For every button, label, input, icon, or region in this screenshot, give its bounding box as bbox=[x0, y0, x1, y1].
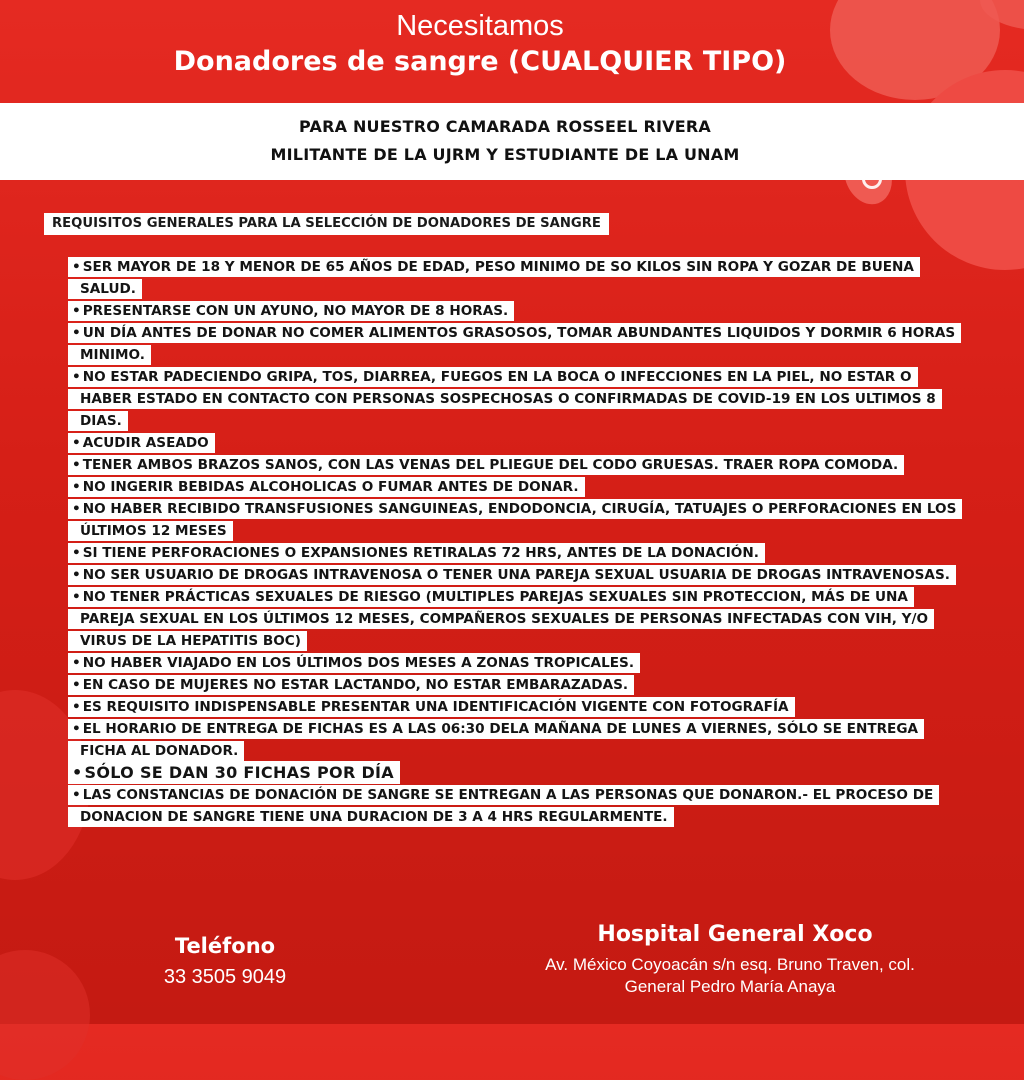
phone-label: Teléfono bbox=[174, 934, 276, 958]
list-item bbox=[62, 454, 962, 476]
list-item-highlight bbox=[62, 762, 962, 784]
list-item bbox=[62, 674, 962, 696]
list-item-text: • EN CASO DE MUJERES NO ESTAR LACTANDO, NO ESTAR EMBARAZADAS. bbox=[68, 675, 634, 695]
list-item bbox=[62, 498, 962, 542]
requirements-title: REQUISITOS GENERALES PARA LA SELECCIÓN DE DONADORES DE SANGRE bbox=[44, 213, 609, 235]
hospital-address bbox=[490, 954, 970, 998]
list-item bbox=[62, 256, 962, 300]
list-item bbox=[62, 564, 962, 586]
list-item bbox=[62, 300, 962, 322]
list-item bbox=[62, 652, 962, 674]
list-item-text: • ES REQUISITO INDISPENSABLE PRESENTAR UNA IDENTIFICACIÓN VIGENTE CON FOTOGRAFÍA bbox=[68, 697, 795, 717]
list-item-text: • NO INGERIR BEBIDAS ALCOHOLICAS O FUMAR ANTES DE DONAR. bbox=[68, 477, 585, 497]
list-item-text: • NO ESTAR PADECIENDO GRIPA, TOS, DIARREA, FUEGOS EN LA BOCA O INFECCIONES EN LA PIEL, NO ESTAR O HABER ESTADO EN CONTACTO CON PERSONAS SOSPECHOSAS O CONFIRMADAS DE COVID-19 EN LOS ULTIMOS 8 DIAS. bbox=[68, 367, 942, 431]
hospital-address-line-1: Av. México Coyoacán s/n esq. Bruno Traven, col. bbox=[545, 955, 915, 974]
list-item bbox=[62, 366, 962, 432]
hospital-address-line-2: General Pedro María Anaya bbox=[624, 977, 836, 996]
dedication-line-2: MILITANTE DE LA UJRM Y ESTUDIANTE DE LA UNAM bbox=[270, 145, 740, 164]
list-item bbox=[62, 542, 962, 564]
list-item-text: • NO HABER VIAJADO EN LOS ÚLTIMOS DOS MESES A ZONAS TROPICALES. bbox=[68, 653, 640, 673]
list-item-text: • UN DÍA ANTES DE DONAR NO COMER ALIMENTOS GRASOSOS, TOMAR ABUNDANTES LIQUIDOS Y DORMIR 6 HORAS MINIMO. bbox=[68, 323, 961, 365]
header-tagline: Necesitamos bbox=[396, 10, 564, 42]
hospital-name: Hospital General Xoco bbox=[597, 922, 873, 947]
list-item-text: • NO SER USUARIO DE DROGAS INTRAVENOSA O TENER UNA PAREJA SEXUAL USUARIA DE DROGAS INTRAVENOSAS. bbox=[68, 565, 956, 585]
list-item-text: • PRESENTARSE CON UN AYUNO, NO MAYOR DE 8 HORAS. bbox=[68, 301, 514, 321]
page-title: Donadores de sangre (CUALQUIER TIPO) bbox=[173, 46, 787, 77]
dedication-banner bbox=[0, 103, 1024, 180]
list-item-text: • SER MAYOR DE 18 Y MENOR DE 65 AÑOS DE EDAD, PESO MINIMO DE SO KILOS SIN ROPA Y GOZAR DE BUENA SALUD. bbox=[68, 257, 920, 299]
list-item-text: • TENER AMBOS BRAZOS SANOS, CON LAS VENAS DEL PLIEGUE DEL CODO GRUESAS. TRAER ROPA COMODA. bbox=[68, 455, 904, 475]
list-item-text: • NO TENER PRÁCTICAS SEXUALES DE RIESGO (MULTIPLES PAREJAS SEXUALES SIN PROTECCION, MÁS DE UNA PAREJA SEXUAL EN LOS ÚLTIMOS 12 MESES, COMPAÑEROS SEXUALES DE PERSONAS INFECTADAS CON VIH, Y/O VIRUS DE LA HEPATITIS BOC) bbox=[68, 587, 934, 651]
list-item-text: • EL HORARIO DE ENTREGA DE FICHAS ES A LAS 06:30 DELA MAÑANA DE LUNES A VIERNES, SÓLO SE ENTREGA FICHA AL DONADOR. bbox=[68, 719, 924, 761]
list-item bbox=[62, 322, 962, 366]
list-item bbox=[62, 696, 962, 718]
list-item-text: • SÓLO SE DAN 30 FICHAS POR DÍA bbox=[68, 761, 400, 784]
list-item bbox=[62, 784, 962, 828]
decor-cell bbox=[0, 950, 90, 1080]
list-item bbox=[62, 718, 962, 762]
list-item-text: • ACUDIR ASEADO bbox=[68, 433, 215, 453]
list-item-text: • LAS CONSTANCIAS DE DONACIÓN DE SANGRE SE ENTREGAN A LAS PERSONAS QUE DONARON.- EL PROCESO DE DONACION DE SANGRE TIENE UNA DURACION DE 3 A 4 HRS REGULARMENTE. bbox=[68, 785, 939, 827]
list-item bbox=[62, 432, 962, 454]
list-item-text: • NO HABER RECIBIDO TRANSFUSIONES SANGUINEAS, ENDODONCIA, CIRUGÍA, TATUAJES O PERFORACIONES EN LOS ÚLTIMOS 12 MESES bbox=[68, 499, 962, 541]
list-item bbox=[62, 476, 962, 498]
list-item-text: • SI TIENE PERFORACIONES O EXPANSIONES RETIRALAS 72 HRS, ANTES DE LA DONACIÓN. bbox=[68, 543, 765, 563]
requirements-list bbox=[62, 256, 962, 828]
dedication-line-1: PARA NUESTRO CAMARADA ROSSEEL RIVERA bbox=[299, 117, 711, 136]
phone-number: 33 3505 9049 bbox=[163, 966, 287, 988]
list-item bbox=[62, 586, 962, 652]
